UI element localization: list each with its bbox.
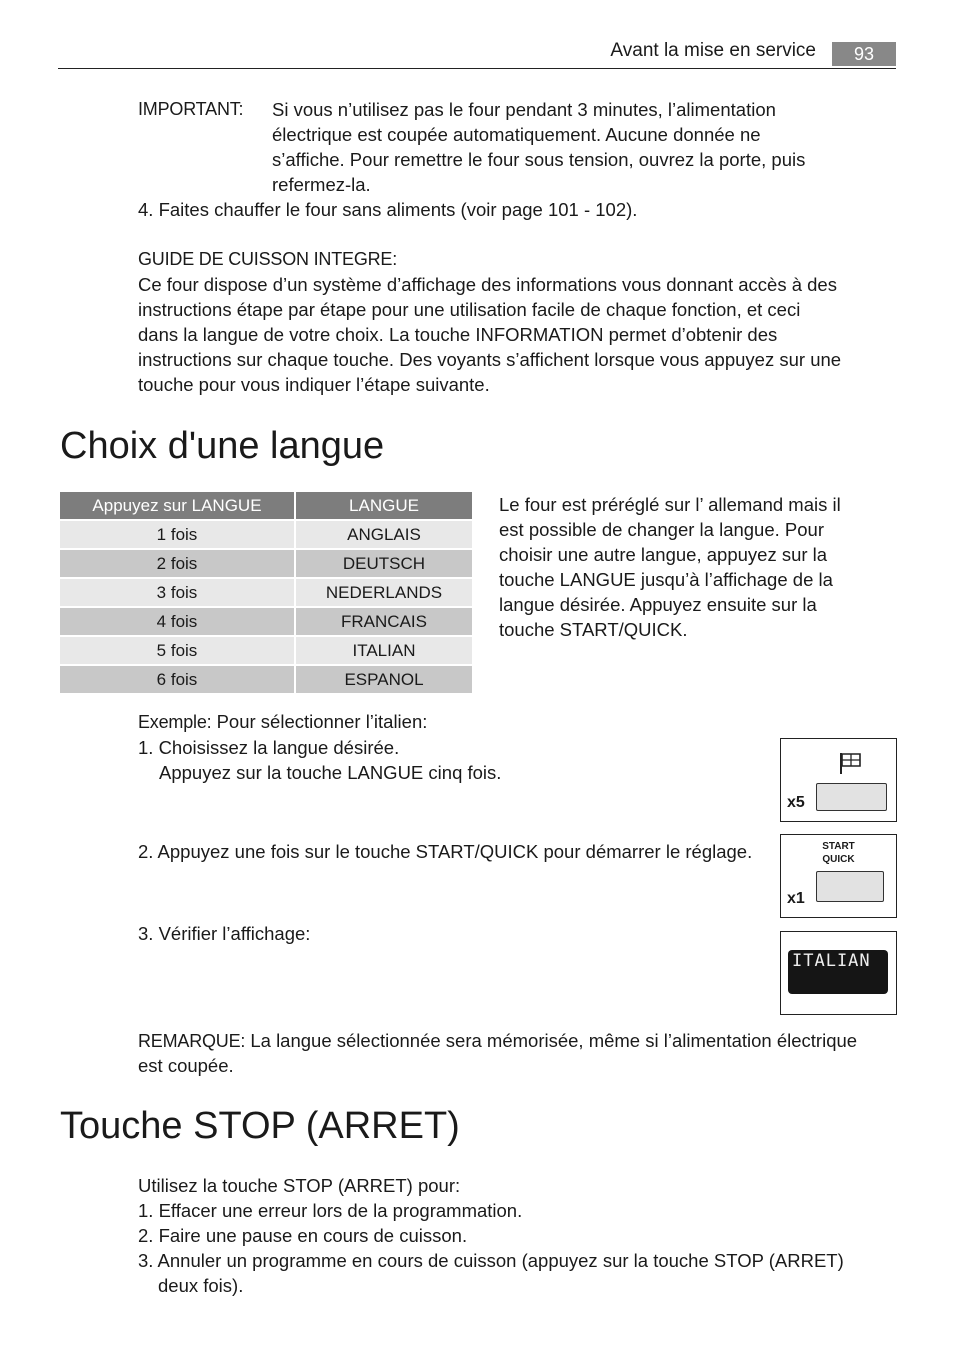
page-number-badge: 93 bbox=[832, 42, 896, 66]
example-step-3: 3. Vérifier l’affichage: bbox=[138, 923, 311, 944]
important-line: s’affiche. Pour remettre le four sous tension, ouvrez la porte, puis bbox=[272, 149, 806, 170]
remarque-text-cont: est coupée. bbox=[138, 1055, 234, 1076]
start-label: START bbox=[822, 841, 855, 852]
section-title-language: Choix d'une langue bbox=[60, 425, 385, 467]
remarque-text: La langue sélectionnée sera mémorisée, même si l’alimentation électrique bbox=[245, 1030, 858, 1051]
table-row bbox=[60, 579, 472, 608]
description-line: touche LANGUE jusqu’à l’affichage de la bbox=[499, 569, 833, 590]
running-header: Avant la mise en service bbox=[610, 40, 816, 61]
guide-heading: GUIDE DE CUISSON INTEGRE: bbox=[138, 249, 398, 269]
guide-line: touche pour vous indiquer l’étape suivante. bbox=[138, 374, 490, 395]
start-key-illustration bbox=[780, 834, 897, 918]
table-cell: 2 fois bbox=[60, 550, 296, 579]
press-count: x5 bbox=[787, 794, 805, 811]
list-item: 3. Annuler un programme en cours de cuisson (appuyez sur la touche STOP (ARRET) bbox=[138, 1250, 844, 1271]
language-table bbox=[60, 492, 472, 695]
table-header-presses: Appuyez sur LANGUE bbox=[60, 492, 296, 521]
guide-line: dans la langue de votre choix. La touche INFORMATION permet d’obtenir des bbox=[138, 324, 778, 345]
table-cell: NEDERLANDS bbox=[296, 579, 472, 608]
quick-label: QUICK bbox=[822, 854, 855, 865]
guide-paragraph bbox=[138, 272, 841, 397]
stop-list bbox=[138, 1173, 844, 1298]
example-step-1: 1. Choisissez la langue désirée. bbox=[138, 737, 400, 758]
table-cell: DEUTSCH bbox=[296, 550, 472, 579]
table-cell: 3 fois bbox=[60, 579, 296, 608]
table-row bbox=[60, 666, 472, 695]
important-line: Si vous n’utilisez pas le four pendant 3 minutes, l’alimentation bbox=[272, 99, 776, 120]
table-cell: 6 fois bbox=[60, 666, 296, 695]
header-rule bbox=[58, 68, 896, 69]
table-cell: ESPANOL bbox=[296, 666, 472, 695]
description-line: langue désirée. Appuyez ensuite sur la bbox=[499, 594, 817, 615]
display-illustration bbox=[780, 931, 897, 1015]
table-cell: FRANCAIS bbox=[296, 608, 472, 637]
press-count: x1 bbox=[787, 890, 805, 907]
list-item: 2. Faire une pause en cours de cuisson. bbox=[138, 1225, 468, 1246]
table-row bbox=[60, 550, 472, 579]
table-cell: 4 fois bbox=[60, 608, 296, 637]
guide-line: instructions étape par étape pour une utilisation facile de chaque fonction, et ceci bbox=[138, 299, 801, 320]
table-cell: 1 fois bbox=[60, 521, 296, 550]
description-line: est possible de changer la langue. Pour bbox=[499, 519, 824, 540]
description-line: touche START/QUICK. bbox=[499, 619, 688, 640]
description-line: Le four est préréglé sur l’ allemand mais il bbox=[499, 494, 841, 515]
flag-icon bbox=[839, 751, 863, 775]
section-title-stop: Touche STOP (ARRET) bbox=[60, 1105, 460, 1147]
table-cell: 5 fois bbox=[60, 637, 296, 666]
table-cell: ITALIAN bbox=[296, 637, 472, 666]
table-header-row bbox=[60, 492, 472, 521]
language-description bbox=[499, 492, 841, 642]
lcd-display: ITALIAN bbox=[788, 950, 888, 994]
table-header-language: LANGUE bbox=[296, 492, 472, 521]
table-cell: ANGLAIS bbox=[296, 521, 472, 550]
example-step-1-cont: Appuyez sur la touche LANGUE cinq fois. bbox=[159, 762, 502, 783]
list-item-cont: deux fois). bbox=[158, 1275, 244, 1296]
language-key bbox=[816, 783, 887, 811]
list-item: 1. Effacer une erreur lors de la programmation. bbox=[138, 1200, 523, 1221]
important-line: refermez-la. bbox=[272, 174, 371, 195]
guide-line: instructions sur chaque touche. Des voyants s’affichent lorsque vous appuyez sur une bbox=[138, 349, 842, 370]
table-row bbox=[60, 637, 472, 666]
example-step-2: 2. Appuyez une fois sur le touche START/QUICK pour démarrer le réglage. bbox=[138, 841, 753, 862]
important-line: électrique est coupée automatiquement. Aucune donnée ne bbox=[272, 124, 761, 145]
example-line bbox=[138, 709, 427, 735]
guide-line: Ce four dispose d’un système d’affichage des informations vous donnant accès à des bbox=[138, 274, 837, 295]
important-label: IMPORTANT: bbox=[138, 99, 244, 119]
table-row bbox=[60, 521, 472, 550]
language-key-illustration bbox=[780, 738, 897, 822]
start-key-label bbox=[781, 840, 896, 866]
remarque-line bbox=[138, 1028, 857, 1054]
important-text bbox=[272, 97, 805, 197]
stop-intro: Utilisez la touche STOP (ARRET) pour: bbox=[138, 1175, 461, 1196]
remarque-label: REMARQUE: bbox=[138, 1031, 246, 1051]
start-quick-key bbox=[816, 871, 884, 902]
example-label: Exemple: bbox=[138, 712, 212, 732]
description-line: choisir une autre langue, appuyez sur la bbox=[499, 544, 828, 565]
example-text: Pour sélectionner l’italien: bbox=[211, 711, 428, 732]
step-4: 4. Faites chauffer le four sans aliments (voir page 101 - 102). bbox=[138, 199, 638, 220]
table-row bbox=[60, 608, 472, 637]
